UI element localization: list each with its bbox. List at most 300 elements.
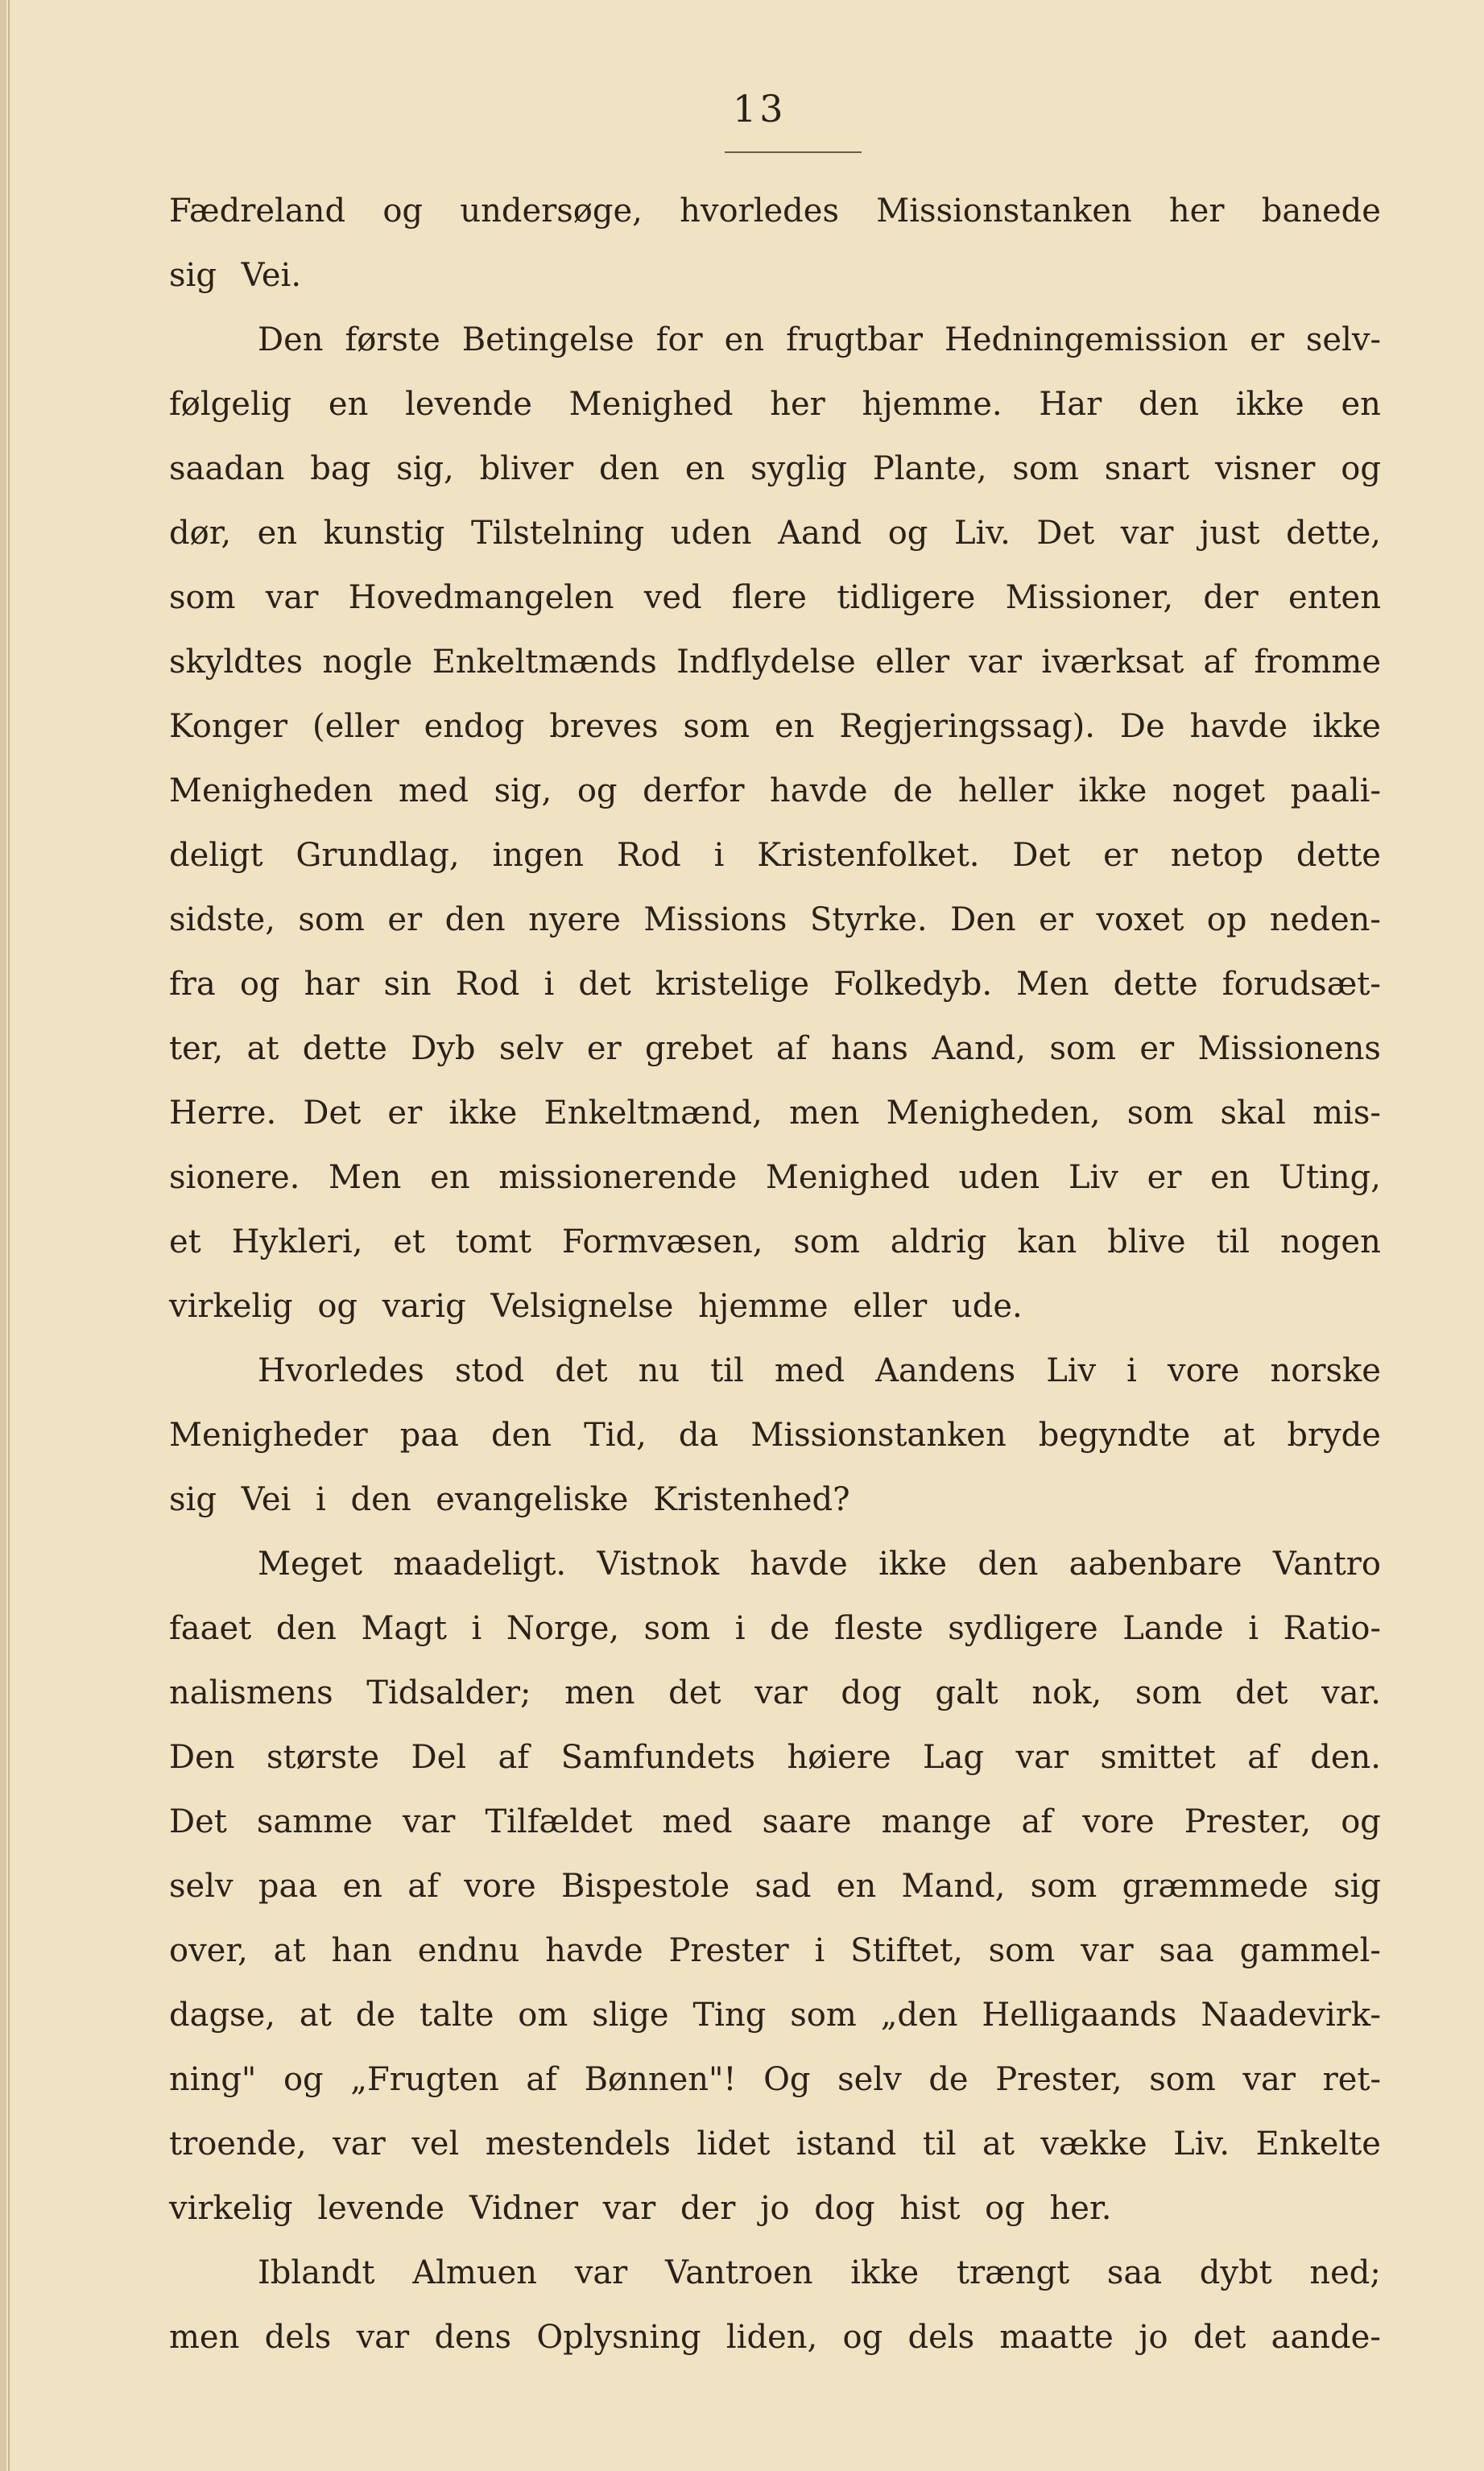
word: den. — [1310, 1739, 1381, 1776]
word: vore — [1167, 1352, 1240, 1389]
word: jo — [1139, 2319, 1168, 2356]
word: sionere. — [169, 1159, 300, 1196]
word: var — [1081, 1932, 1134, 1969]
word: Vistnok — [597, 1546, 720, 1583]
word: Missionens — [1197, 1030, 1381, 1067]
word: over, — [169, 1932, 248, 1969]
word: ikke — [1078, 772, 1147, 809]
word: han — [331, 1932, 392, 1969]
word: neden- — [1269, 901, 1381, 938]
word: Aandens — [875, 1352, 1016, 1389]
text-line — [169, 308, 1381, 372]
word: aande- — [1271, 2319, 1381, 2356]
word: en — [430, 1159, 470, 1196]
word: Oplysning — [536, 2319, 701, 2356]
word: var — [574, 2254, 628, 2291]
word: Tilstelning — [470, 515, 645, 552]
text-line — [169, 823, 1381, 888]
word: Plante, — [872, 450, 987, 487]
text-line: sig Vei i den evangeliske Kristenhed? — [169, 1481, 850, 1518]
word: iværksat — [1041, 644, 1184, 681]
word: at — [299, 1997, 332, 2034]
word: ikke — [449, 1095, 518, 1132]
word: det — [668, 1674, 721, 1711]
word: Prester, — [1184, 1803, 1312, 1840]
word: Grundlag, — [296, 837, 460, 874]
word: havde — [1189, 708, 1288, 745]
word: den — [598, 450, 660, 487]
word: Meget — [258, 1546, 362, 1583]
word: Tidsalder; — [366, 1674, 531, 1711]
word: til — [922, 2125, 957, 2163]
word: kunstig — [323, 515, 445, 552]
word: men — [564, 1674, 635, 1711]
text-line: virkelig levende Vidner var der jo dog hist og her. — [169, 2190, 1112, 2227]
word: dette — [1113, 966, 1198, 1003]
word: de — [893, 772, 933, 809]
word: som — [169, 579, 236, 616]
word: og — [577, 772, 618, 809]
word: op — [1206, 901, 1247, 938]
word: som — [1135, 1674, 1202, 1711]
word: eller — [875, 644, 950, 681]
word: er — [387, 901, 423, 938]
word: en — [774, 708, 815, 745]
word: vel — [411, 2125, 460, 2163]
word: Enkeltmænds — [432, 644, 657, 681]
word: var — [754, 1674, 808, 1711]
word: et — [393, 1223, 426, 1260]
word: gammel- — [1239, 1932, 1381, 1969]
word: men — [169, 2319, 240, 2356]
word: nyere — [528, 901, 621, 938]
word: Betingelse — [461, 321, 635, 358]
text-line — [169, 565, 1381, 630]
word: ikke — [850, 2254, 920, 2291]
word: mestendels — [485, 2125, 671, 2163]
word: Naadevirk- — [1201, 1997, 1381, 2034]
word: som — [683, 708, 750, 745]
word: Almuen — [412, 2254, 538, 2291]
word: paa — [399, 1417, 459, 1454]
word: Styrke. — [809, 901, 928, 938]
word: i — [1248, 1610, 1259, 1647]
word: ikke — [1312, 708, 1381, 745]
word: i — [471, 1610, 482, 1647]
word: Tilfældet — [485, 1803, 633, 1840]
word: om — [518, 1997, 568, 2034]
word: dør, — [169, 515, 232, 552]
word: „den — [880, 1997, 958, 2034]
word: og — [382, 192, 424, 230]
word: sad — [754, 1868, 812, 1905]
word: Og — [763, 2061, 811, 2098]
text-line — [169, 179, 1381, 243]
text-line — [169, 1403, 1381, 1467]
page-spine-edge — [8, 0, 10, 2471]
text-line — [169, 1725, 1381, 1790]
word: er — [586, 1030, 622, 1067]
word: nu — [638, 1352, 680, 1389]
word: Rod — [616, 837, 681, 874]
word: Hykleri, — [231, 1223, 363, 1260]
word: høiere — [787, 1739, 891, 1776]
text-line — [169, 1983, 1381, 2047]
word: med — [662, 1803, 733, 1840]
word: et — [169, 1223, 201, 1260]
word: dette, — [1286, 515, 1381, 552]
word: i — [1126, 1352, 1137, 1389]
word: nok, — [1031, 1674, 1102, 1711]
word: dels — [907, 2319, 975, 2356]
word: ikke — [878, 1546, 948, 1583]
word: istand — [796, 2125, 897, 2163]
word: galt — [935, 1674, 998, 1711]
word: smittet — [1100, 1739, 1216, 1776]
word: Aand — [778, 515, 862, 552]
word: er — [387, 1095, 423, 1132]
word: af — [1203, 644, 1235, 681]
word: Vantro — [1272, 1546, 1381, 1583]
word: Menighed — [568, 386, 734, 423]
word: er — [1147, 1159, 1182, 1196]
word: en — [342, 1868, 382, 1905]
word: bag — [310, 450, 371, 487]
word: for — [655, 321, 703, 358]
word: banede — [1261, 192, 1381, 230]
word: sidste, — [169, 901, 275, 938]
word: grebet — [644, 1030, 753, 1067]
text-line — [169, 2047, 1381, 2112]
word: selv — [169, 1868, 234, 1905]
word: som — [790, 1997, 857, 2034]
word: missionerende — [498, 1159, 738, 1196]
word: Regjeringssag). — [839, 708, 1095, 745]
word: af — [526, 2061, 557, 2098]
word: selv- — [1305, 321, 1381, 358]
word: Lag — [923, 1739, 985, 1776]
word: Indflydelse — [676, 644, 856, 681]
word: troende, — [169, 2125, 307, 2163]
word: største — [266, 1739, 380, 1776]
word: følgelig — [169, 386, 292, 423]
text-line — [169, 1661, 1381, 1725]
word: Ting — [692, 1997, 767, 2034]
word: til — [1216, 1223, 1250, 1260]
word: men — [789, 1095, 860, 1132]
word: Missionstanken — [876, 192, 1132, 230]
word: af — [1021, 1803, 1053, 1840]
word: Iblandt — [258, 2254, 375, 2291]
word: Stiftet, — [850, 1932, 963, 1969]
word: snart — [1104, 450, 1190, 487]
header-rule — [725, 151, 862, 153]
word: trængt — [956, 2254, 1070, 2291]
word: Liv. — [1173, 2125, 1230, 2163]
text-line — [169, 1145, 1381, 1210]
word: sig — [1333, 1868, 1381, 1905]
word: Herre. — [169, 1095, 277, 1132]
word: Aand, — [932, 1030, 1027, 1067]
word: og — [239, 966, 280, 1003]
text-line — [169, 1016, 1381, 1081]
word: Men — [329, 1159, 402, 1196]
word: i — [734, 1610, 746, 1647]
text-line — [169, 1854, 1381, 1918]
word: den — [275, 1610, 337, 1647]
word: de — [928, 2061, 969, 2098]
word: en — [1210, 1159, 1250, 1196]
word: den — [978, 1546, 1039, 1583]
word: Rod — [455, 966, 520, 1003]
word: fra — [169, 966, 216, 1003]
word: den — [444, 901, 506, 938]
word: Menighed — [765, 1159, 930, 1196]
word: Konger — [169, 708, 288, 745]
word: visner — [1214, 450, 1316, 487]
text-line — [169, 372, 1381, 437]
word: Norge, — [506, 1610, 620, 1647]
word: blive — [1107, 1223, 1186, 1260]
word: aldrig — [890, 1223, 987, 1260]
word: en — [257, 515, 298, 552]
text-line — [169, 1790, 1381, 1854]
word: var. — [1321, 1674, 1381, 1711]
word: nalismens — [169, 1674, 333, 1711]
text-line — [169, 1210, 1381, 1274]
word: ret- — [1322, 2061, 1381, 2098]
word: uden — [958, 1159, 1040, 1196]
word: kan — [1017, 1223, 1077, 1260]
page-spine-shadow — [0, 0, 6, 2471]
word: Men — [1016, 966, 1089, 1003]
word: Ratio- — [1283, 1610, 1381, 1647]
word: liden, — [725, 2319, 818, 2356]
word: her — [770, 386, 825, 423]
word: heller — [957, 772, 1053, 809]
word: Det — [1012, 837, 1071, 874]
word: Har — [1039, 386, 1102, 423]
word: Missioner, — [1005, 579, 1174, 616]
word: af — [776, 1030, 808, 1067]
word: en — [1341, 386, 1381, 423]
word: som — [1126, 1095, 1194, 1132]
word: Del — [411, 1739, 467, 1776]
word: Liv — [1068, 1159, 1118, 1196]
word: paa — [258, 1868, 318, 1905]
word: da — [678, 1417, 719, 1454]
word: bryde — [1287, 1417, 1381, 1454]
word: Missionstanken — [750, 1417, 1007, 1454]
word: vække — [1040, 2125, 1147, 2163]
word: sig, — [396, 450, 454, 487]
text-line — [169, 2112, 1381, 2176]
word: nogle — [322, 644, 413, 681]
word: og — [283, 2061, 324, 2098]
word: var — [1242, 2061, 1296, 2098]
word: begyndte — [1038, 1417, 1191, 1454]
word: Hvorledes — [258, 1352, 424, 1389]
word: syglig — [750, 450, 848, 487]
word: maatte — [999, 2319, 1114, 2356]
word: Prester — [668, 1932, 789, 1969]
text-line — [169, 952, 1381, 1016]
word: „Frugten — [350, 2061, 499, 2098]
word: var — [1015, 1739, 1069, 1776]
word: det — [555, 1352, 608, 1389]
word: tidligere — [837, 579, 976, 616]
text-line — [169, 2305, 1381, 2370]
word: skyldtes — [169, 644, 304, 681]
word: Vantroen — [665, 2254, 813, 2291]
word: enten — [1288, 579, 1381, 616]
body-text — [169, 179, 1381, 2370]
word: dog — [841, 1674, 902, 1711]
word: faaet — [169, 1610, 252, 1647]
word: Liv. — [953, 515, 1011, 552]
word: og — [842, 2319, 883, 2356]
word: som — [1149, 2061, 1216, 2098]
word: der — [1203, 579, 1259, 616]
word: Det — [1036, 515, 1095, 552]
text-line — [169, 630, 1381, 694]
word: i — [544, 966, 555, 1003]
word: sydligere — [948, 1610, 1098, 1647]
word: selv — [837, 2061, 902, 2098]
word: Det — [303, 1095, 362, 1132]
word: en — [684, 450, 725, 487]
word: i — [713, 837, 725, 874]
word: dybt — [1199, 2254, 1272, 2291]
word: med — [398, 772, 469, 809]
word: voxet — [1096, 901, 1184, 938]
word: er — [1139, 1030, 1175, 1067]
word: bliver — [479, 450, 574, 487]
word: lidet — [697, 2125, 771, 2163]
word: fleste — [834, 1610, 924, 1647]
text-line — [169, 437, 1381, 501]
word: og — [887, 515, 928, 552]
word: en — [328, 386, 369, 423]
word: mis- — [1312, 1095, 1381, 1132]
word: noget — [1172, 772, 1266, 809]
word: endog — [424, 708, 525, 745]
word: (eller — [312, 708, 399, 745]
word: hvorledes — [680, 192, 839, 230]
word: Helligaands — [982, 1997, 1177, 2034]
text-line — [169, 2241, 1381, 2305]
word: at — [246, 1030, 279, 1067]
word: flere — [731, 579, 807, 616]
word: første — [345, 321, 440, 358]
word: en — [724, 321, 765, 358]
word: i — [814, 1932, 825, 1969]
text-line: sig Vei. — [169, 257, 302, 294]
word: Prester, — [995, 2061, 1122, 2098]
word: var — [333, 2125, 386, 2163]
word: De — [1119, 708, 1165, 745]
word: kristelige — [655, 966, 810, 1003]
text-line — [169, 1596, 1381, 1661]
word: Hedningemission — [944, 321, 1229, 358]
word: slige — [592, 1997, 669, 2034]
word: Enkeltmænd, — [544, 1095, 763, 1132]
word: Liv — [1046, 1352, 1097, 1389]
word: saa — [1159, 1932, 1214, 1969]
word: ning" — [169, 2061, 257, 2098]
word: Kristenfolket. — [757, 837, 980, 874]
word: sig, — [494, 772, 552, 809]
word: Menigheden — [169, 772, 374, 809]
text-line — [169, 1081, 1381, 1145]
word: Fædreland — [169, 192, 346, 230]
word: fromme — [1254, 644, 1381, 681]
word: med — [774, 1352, 845, 1389]
word: Hovedmangelen — [348, 579, 614, 616]
word: dagse, — [169, 1997, 275, 2034]
word: Folkedyb. — [833, 966, 993, 1003]
word: de — [770, 1610, 810, 1647]
word: tomt — [455, 1223, 532, 1260]
word: breves — [549, 708, 659, 745]
word: og — [1341, 1803, 1381, 1840]
word: nogen — [1279, 1223, 1381, 1260]
text-line — [169, 1532, 1381, 1596]
word: den — [1138, 386, 1200, 423]
word: saa — [1106, 2254, 1163, 2291]
word: er — [1250, 321, 1284, 358]
text-line — [169, 888, 1381, 952]
word: levende — [405, 386, 532, 423]
word: de — [355, 1997, 395, 2034]
word: frugtbar — [786, 321, 924, 358]
word: af — [498, 1739, 530, 1776]
word: græmmede — [1122, 1868, 1308, 1905]
word: selv — [498, 1030, 564, 1067]
word: som — [643, 1610, 711, 1647]
word: Enkelte — [1255, 2125, 1381, 2163]
word: saare — [762, 1803, 852, 1840]
word: havde — [545, 1932, 643, 1969]
word: ved — [643, 579, 702, 616]
word: det — [578, 966, 631, 1003]
text-line — [169, 501, 1381, 565]
word: paali- — [1290, 772, 1381, 809]
text-line — [169, 759, 1381, 823]
word: det — [1193, 2319, 1246, 2356]
word: Menigheden, — [886, 1095, 1101, 1132]
word: er — [1039, 901, 1073, 938]
word: ned; — [1309, 2254, 1381, 2291]
word: Mand, — [901, 1868, 1006, 1905]
word: Bønnen"! — [584, 2061, 737, 2098]
word: stod — [454, 1352, 525, 1389]
word: som — [793, 1223, 860, 1260]
word: talte — [419, 1997, 494, 2034]
word: Menigheder — [169, 1417, 368, 1454]
word: Lande — [1122, 1610, 1224, 1647]
word: en — [836, 1868, 877, 1905]
word: norske — [1270, 1352, 1381, 1389]
word: maadeligt. — [393, 1546, 567, 1583]
word: derfor — [643, 772, 745, 809]
word: at — [982, 2125, 1015, 2163]
word: sin — [383, 966, 432, 1003]
word: endnu — [417, 1932, 520, 1969]
word: mange — [881, 1803, 992, 1840]
word: skal — [1220, 1095, 1286, 1132]
word: havde — [750, 1546, 848, 1583]
